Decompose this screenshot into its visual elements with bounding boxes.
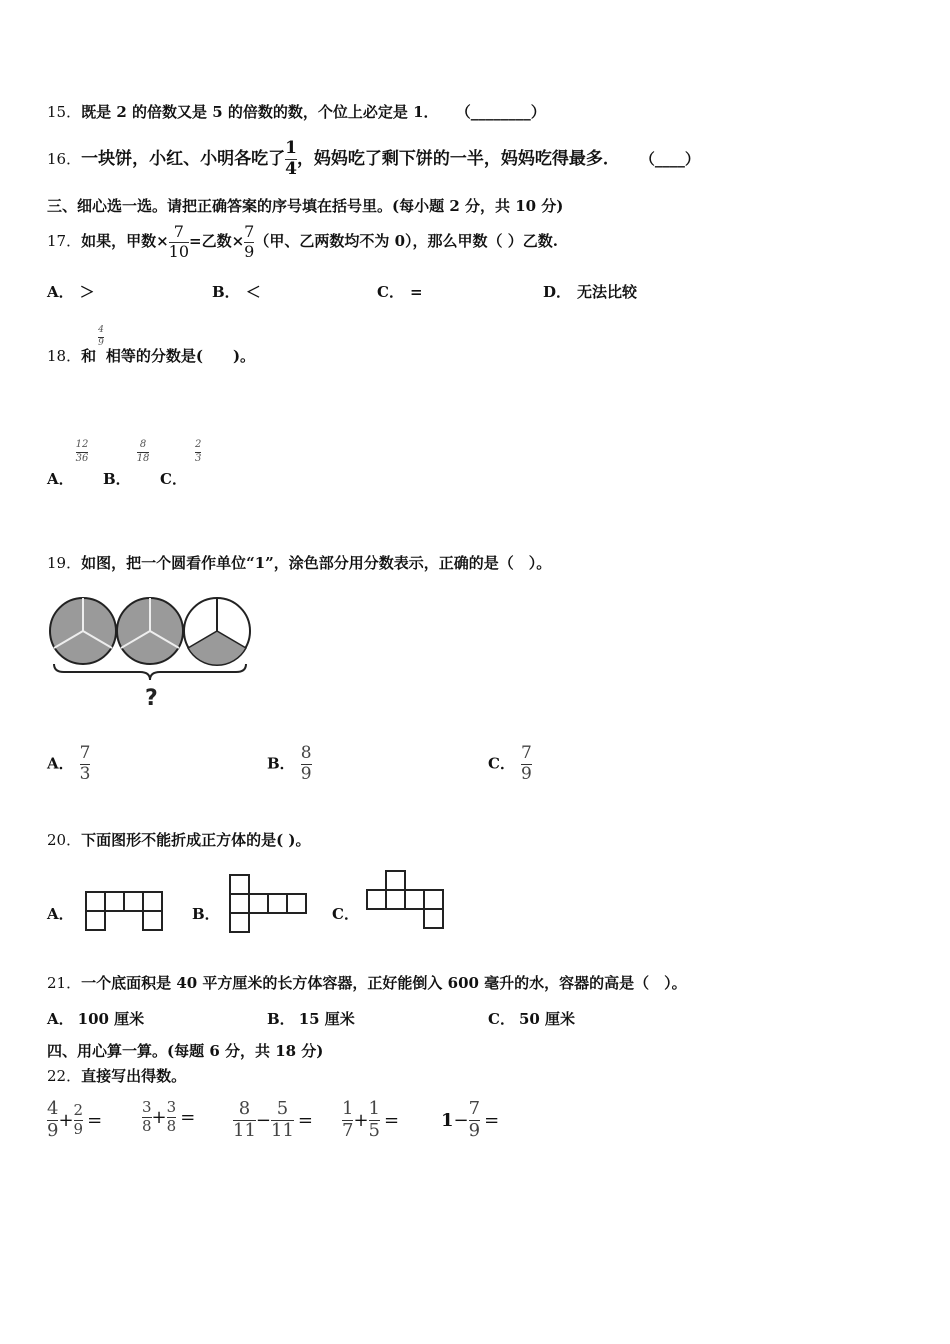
- operator: +: [151, 1106, 167, 1128]
- numerator: 8: [238, 1098, 251, 1119]
- fraction: [74, 1103, 84, 1138]
- fraction: [521, 745, 532, 784]
- denominator: 11: [233, 1119, 256, 1141]
- shaded-circle: [50, 598, 116, 664]
- option-a[interactable]: [47, 745, 90, 784]
- question-number: 21．: [47, 974, 82, 992]
- operator: +: [58, 1109, 74, 1131]
- option-value: ＜: [245, 283, 261, 301]
- question-text: =乙数×: [189, 232, 245, 250]
- operator: +: [353, 1109, 369, 1131]
- option-label: A．: [47, 470, 74, 488]
- operator: −: [255, 1109, 271, 1131]
- option-b[interactable]: [103, 439, 150, 488]
- fraction: [469, 1100, 480, 1141]
- question-text: 一块饼，小红、小明各吃了: [81, 148, 286, 169]
- option-label: A．: [47, 283, 74, 301]
- option-value: =: [409, 283, 423, 301]
- option-label: B．: [212, 283, 240, 301]
- cube-net-b: [228, 873, 310, 935]
- option-label: C．: [160, 470, 187, 488]
- denominator: 36: [75, 452, 89, 464]
- question-text: 相等的分数是( )。: [105, 347, 256, 365]
- brace: [54, 664, 246, 680]
- option-value: 50 厘米: [518, 1010, 576, 1028]
- question-text: 下面图形不能折成正方体的是( )。: [81, 831, 311, 849]
- equals-sign: =: [297, 1109, 313, 1131]
- question-18: [47, 325, 256, 368]
- shaded-circle: [117, 598, 183, 664]
- option-label: C．: [488, 1010, 515, 1028]
- numerator: 4: [98, 325, 104, 336]
- option-c[interactable]: [160, 439, 202, 488]
- fraction: [98, 326, 104, 348]
- option-b[interactable]: B．: [192, 905, 220, 923]
- fraction: [142, 1100, 152, 1135]
- numerator: 2: [194, 439, 202, 450]
- numerator: 1: [285, 138, 297, 158]
- option-a[interactable]: A．: [47, 905, 74, 923]
- denominator: 11: [271, 1119, 294, 1141]
- denominator: 9: [300, 763, 312, 784]
- numerator: 7: [520, 743, 532, 763]
- calc-item-2: [142, 1100, 195, 1135]
- denominator: 9: [98, 337, 104, 348]
- cube-net-c: [365, 869, 449, 931]
- answer-blank[interactable]: （____）: [639, 149, 700, 168]
- fraction: [301, 745, 312, 784]
- fraction: [369, 1100, 380, 1141]
- question-20: [47, 830, 311, 850]
- equals-sign: =: [384, 1109, 400, 1131]
- answer-blank[interactable]: （________）: [455, 103, 546, 121]
- option-c[interactable]: [488, 745, 532, 784]
- section-4-title: 四、用心算一算。(每题 6 分，共 18 分): [47, 1042, 324, 1060]
- question-19: [47, 553, 551, 573]
- fraction: [168, 221, 190, 261]
- denominator: 9: [468, 1119, 481, 1141]
- question-number: 22．: [47, 1067, 82, 1085]
- question-number: 19．: [47, 554, 82, 572]
- calc-item-5: [441, 1100, 499, 1141]
- denominator: 9: [244, 241, 255, 261]
- option-b[interactable]: [267, 1008, 355, 1029]
- question-text: 如图，把一个圆看作单位“1”，涂色部分用分数表示，正确的是（ ）。: [81, 554, 552, 572]
- question-16: [47, 140, 700, 179]
- option-a[interactable]: [47, 439, 89, 488]
- option-label: B．: [103, 470, 131, 488]
- option-value: 100 厘米: [77, 1010, 145, 1028]
- denominator: 9: [47, 1119, 59, 1141]
- question-22: [47, 1066, 186, 1086]
- denominator: 10: [168, 241, 190, 261]
- option-a[interactable]: [47, 1008, 144, 1029]
- option-value: 15 厘米: [298, 1010, 355, 1028]
- question-text: 既是 2 的倍数又是 5 的倍数的数，个位上必定是 1．: [81, 103, 439, 121]
- option-value: 无法比较: [577, 283, 638, 301]
- question-text: 直接写出得数。: [81, 1067, 187, 1085]
- equals-sign: =: [180, 1106, 196, 1128]
- option-label: B．: [267, 754, 295, 773]
- equals-sign: =: [87, 1109, 103, 1131]
- denominator: 9: [520, 763, 532, 784]
- denominator: 9: [73, 1119, 84, 1138]
- option-value: ＞: [79, 283, 95, 301]
- denominator: 3: [194, 452, 202, 464]
- question-mark: ?: [145, 686, 158, 711]
- numerator: 1: [342, 1098, 354, 1119]
- circles-figure: [46, 592, 256, 714]
- question-21: [47, 973, 687, 993]
- fraction: [233, 1100, 256, 1141]
- fraction: [80, 745, 91, 784]
- numerator: 7: [468, 1098, 481, 1119]
- denominator: 4: [285, 158, 297, 179]
- calc-item-1: [47, 1100, 102, 1141]
- numerator: 4: [47, 1098, 59, 1119]
- question-15: [47, 102, 546, 122]
- option-label: B．: [267, 1010, 295, 1028]
- numerator: 12: [75, 439, 89, 450]
- question-text: 一个底面积是 40 平方厘米的长方体容器，正好能倒入 600 毫升的水，容器的高是（ ）。: [81, 974, 687, 992]
- question-number: 20．: [47, 831, 82, 849]
- denominator: 5: [368, 1119, 380, 1141]
- option-c[interactable]: [488, 1008, 575, 1029]
- numerator: 1: [368, 1098, 380, 1119]
- option-label: A．: [47, 754, 74, 773]
- section-3-title: 三、细心选一选。请把正确答案的序号填在括号里。(每小题 2 分，共 10 分): [47, 197, 564, 215]
- fraction: [195, 440, 201, 464]
- question-text: 和: [81, 347, 97, 365]
- option-label: A．: [47, 1010, 74, 1028]
- question-text: 如果，甲数×: [81, 232, 169, 250]
- fraction: [167, 1100, 177, 1135]
- numerator: 8: [139, 439, 147, 450]
- denominator: 3: [79, 763, 91, 784]
- option-d[interactable]: [543, 281, 637, 302]
- cube-net-a: [84, 890, 166, 934]
- numerator: 2: [73, 1101, 84, 1120]
- question-text: ，妈妈吃了剩下饼的一半，妈妈吃得最多．: [296, 148, 620, 169]
- question-number: 15．: [47, 103, 82, 121]
- fraction: [47, 1100, 58, 1141]
- question-text: （甲、乙两数均不为 0），那么甲数（ ）乙数.: [254, 232, 558, 250]
- option-c[interactable]: C．: [332, 905, 359, 923]
- option-label: D．: [543, 283, 572, 301]
- option-b[interactable]: [267, 745, 312, 784]
- fraction: [137, 440, 150, 464]
- question-number: 17．: [47, 232, 82, 250]
- numerator: 8: [300, 743, 312, 763]
- option-label: C．: [377, 283, 404, 301]
- question-17: [47, 218, 558, 264]
- option-label: C．: [488, 754, 515, 773]
- option-b[interactable]: [212, 281, 261, 302]
- numerator: 7: [244, 221, 255, 241]
- calc-item-4: [342, 1100, 399, 1141]
- numerator: 5: [276, 1098, 289, 1119]
- denominator: 7: [342, 1119, 354, 1141]
- option-c[interactable]: [377, 281, 423, 302]
- denominator: 8: [166, 1116, 177, 1135]
- question-number: 18．: [47, 347, 82, 365]
- fraction: [271, 1100, 294, 1141]
- equals-sign: =: [484, 1109, 500, 1131]
- numerator: 3: [142, 1098, 152, 1116]
- numerator: 3: [166, 1098, 177, 1116]
- fraction: [76, 440, 89, 464]
- denominator: 8: [142, 1116, 152, 1135]
- numerator: 7: [79, 743, 91, 763]
- operator: −: [453, 1109, 469, 1131]
- option-a[interactable]: [47, 281, 95, 302]
- fraction: [285, 140, 297, 179]
- denominator: 18: [136, 452, 150, 464]
- numerator: 7: [173, 221, 184, 241]
- fraction: [342, 1100, 353, 1141]
- fraction: [244, 221, 255, 261]
- partly-shaded-circle: [184, 598, 250, 665]
- whole-number: 1: [441, 1109, 454, 1131]
- calc-item-3: [233, 1100, 313, 1141]
- question-number: 16．: [47, 149, 82, 168]
